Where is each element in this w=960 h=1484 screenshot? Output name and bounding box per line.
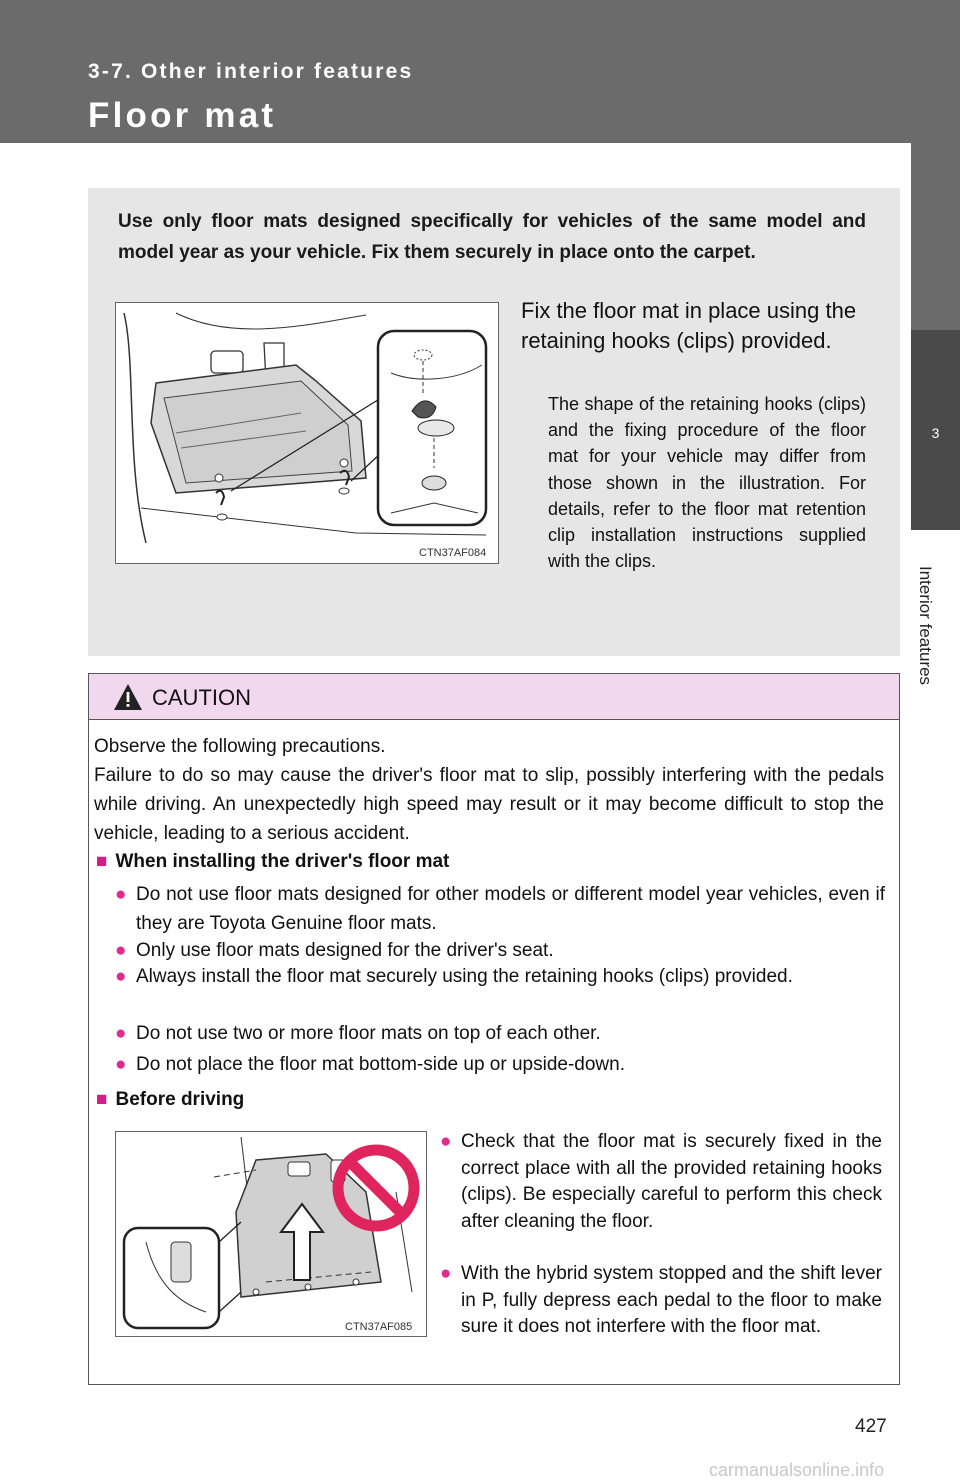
chapter-tab[interactable]: [911, 330, 960, 530]
chapter-number: 3: [931, 425, 940, 441]
list-item-text: Do not use floor mats designed for other models or different model year vehicles, even if they are Toyota Genuine floor mats.: [136, 884, 885, 934]
fix-instruction: Fix the floor mat in place using the retaining hooks (clips) provided.: [521, 298, 857, 353]
figure-code: CTN37AF084: [419, 547, 487, 559]
caution-header: [88, 673, 900, 720]
bullet-dot-icon: ●: [115, 884, 127, 905]
list-item-text: Check that the floor mat is securely fixed in the correct place with all the provided retaining hooks (clips). Be especially careful to perform this check after cleaning the floor.: [461, 1131, 882, 1232]
caution-intro: [94, 732, 884, 848]
section-heading-installing: [96, 851, 449, 873]
chapter-label: Interior features: [916, 566, 935, 686]
list-item: [115, 1019, 885, 1048]
bullet-dot-icon: ●: [115, 966, 127, 987]
page-header: [0, 0, 960, 143]
section-heading-text: Before driving: [115, 1089, 245, 1110]
misplaced-mat-drawing: [116, 1132, 425, 1335]
figure-code: CTN37AF085: [345, 1321, 413, 1333]
list-item: [115, 962, 885, 991]
list-item-text: Only use floor mats designed for the driver's seat.: [136, 940, 554, 961]
section-heading-before-driving: [96, 1089, 244, 1111]
floor-mat-hooks-drawing: [116, 303, 497, 562]
bullet-dot-icon: ●: [115, 940, 127, 961]
chapter-label-container: [911, 530, 960, 910]
list-item: [115, 1050, 885, 1079]
list-item-text: Do not use two or more floor mats on top of each other.: [136, 1023, 601, 1044]
caution-para-2: Failure to do so may cause the driver's floor mat to slip, possibly interfering with the pedals while driving. An unexpectedly high speed may result or it may become difficult to stop the vehicle, leading to a serious accident.: [94, 765, 884, 844]
floor-mat-illustration: [115, 302, 499, 564]
caution-para-1: Observe the following precautions.: [94, 736, 386, 757]
list-item-text: Do not place the floor mat bottom-side up or upside-down.: [136, 1054, 625, 1075]
side-tab-upper: [911, 143, 960, 330]
list-item-text: With the hybrid system stopped and the shift lever in P, fully depress each pedal to the floor to make sure it does not interfere with the floor mat.: [461, 1263, 882, 1337]
bullet-dot-icon: ●: [115, 1023, 127, 1044]
square-bullet-icon: ■: [96, 851, 108, 872]
list-item: [115, 936, 885, 965]
watermark: carmanualsonline.info: [709, 1460, 885, 1480]
section-heading-text: When installing the driver's floor mat: [115, 851, 450, 872]
list-item: [440, 1129, 882, 1235]
warning-triangle-icon: [113, 683, 143, 711]
section-title: 3-7. Other interior features: [88, 60, 414, 83]
page-title: Floor mat: [88, 96, 277, 135]
bullet-dot-icon: ●: [115, 1054, 127, 1075]
list-item: [440, 1261, 882, 1341]
fix-note: The shape of the retaining hooks (clips) and the fixing procedure of the floor mat for your vehicle may differ from those shown in the illustration. For details, refer to the floor mat retention clip installation instructions supplied with the clips.: [548, 394, 866, 572]
bullet-dot-icon: ●: [440, 1263, 452, 1284]
page-number: 427: [855, 1416, 887, 1437]
intro-text: Use only floor mats designed specifically for vehicles of the same model and model year as your vehicle. Fix them securely in place onto the carpet.: [118, 211, 866, 263]
list-item: [115, 880, 885, 938]
bullet-dot-icon: ●: [440, 1131, 452, 1152]
list-item-text: Always install the floor mat securely using the retaining hooks (clips) provided.: [136, 966, 793, 987]
caution-label: CAUTION: [152, 685, 251, 710]
square-bullet-icon: ■: [96, 1089, 108, 1110]
floor-mat-prohibited-illustration: [115, 1131, 427, 1337]
